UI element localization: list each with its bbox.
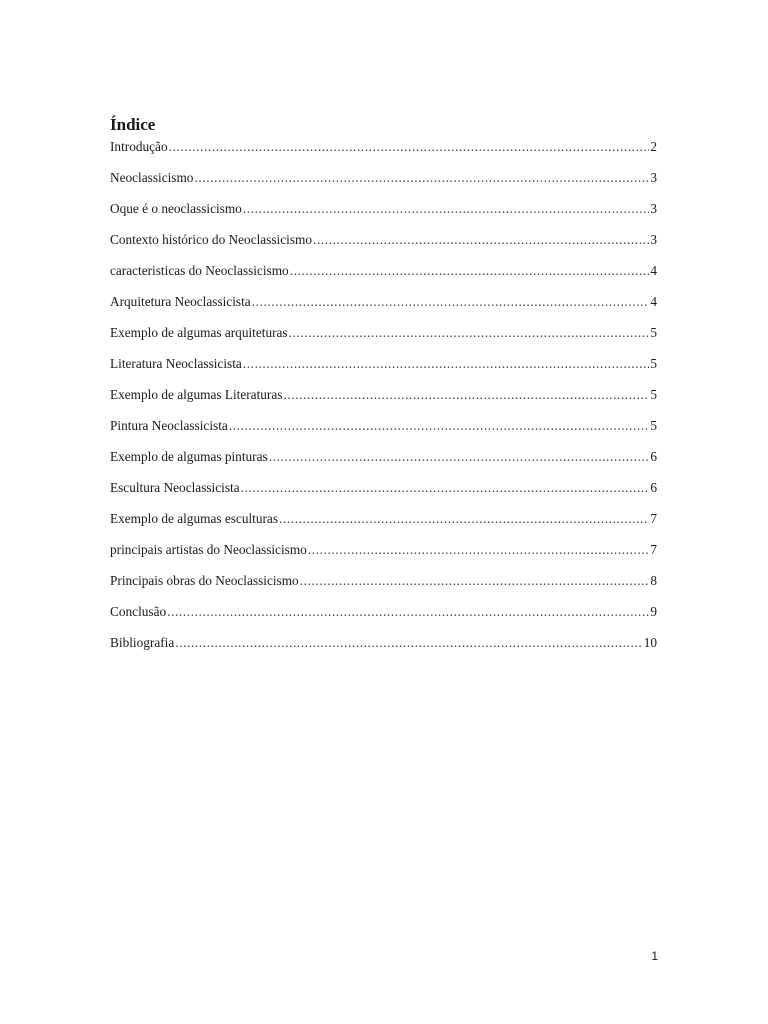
toc-entry-label: principais artistas do Neoclassicismo bbox=[110, 542, 307, 557]
toc-entry-page: 5 bbox=[650, 418, 657, 433]
toc-entry-label: Exemplo de algumas pinturas bbox=[110, 449, 268, 464]
toc-title: Índice bbox=[110, 115, 156, 134]
toc-entry-page: 3 bbox=[650, 170, 657, 185]
toc-entry[interactable] bbox=[110, 416, 657, 447]
toc-entry[interactable] bbox=[110, 292, 657, 323]
toc-entry-label: Contexto histórico do Neoclassicismo bbox=[110, 232, 313, 247]
toc-entry-page: 2 bbox=[650, 139, 657, 154]
toc-entry[interactable] bbox=[110, 447, 657, 478]
toc-entry-label: Conclusão bbox=[110, 604, 167, 619]
toc-entry-page: 10 bbox=[643, 635, 657, 650]
toc-entry-label: Introdução bbox=[110, 139, 168, 154]
dot-leader bbox=[290, 261, 650, 281]
toc-entry-label: Bibliografia bbox=[110, 635, 175, 650]
toc-entry-label: Escultura Neoclassicista bbox=[110, 480, 240, 495]
dot-leader bbox=[283, 385, 649, 405]
dot-leader bbox=[243, 354, 650, 374]
dot-leader bbox=[169, 137, 650, 157]
toc-entry-label: Exemplo de algumas arquiteturas bbox=[110, 325, 288, 340]
toc-entry[interactable] bbox=[110, 602, 657, 633]
toc-entry-label: Neoclassicismo bbox=[110, 170, 194, 185]
toc-entry-page: 4 bbox=[650, 294, 657, 309]
dot-leader bbox=[308, 540, 650, 560]
toc-entry-label: Exemplo de algumas esculturas bbox=[110, 511, 279, 526]
toc-entry[interactable] bbox=[110, 571, 657, 602]
toc-entry-label: Literatura Neoclassicista bbox=[110, 356, 242, 371]
dot-leader bbox=[289, 323, 650, 343]
dot-leader bbox=[269, 447, 650, 467]
toc-entry[interactable] bbox=[110, 261, 657, 292]
toc-entry-page: 7 bbox=[650, 542, 657, 557]
dot-leader bbox=[243, 199, 650, 219]
toc-entry[interactable] bbox=[110, 478, 657, 509]
toc-entry-label: Pintura Neoclassicista bbox=[110, 418, 228, 433]
toc-entry[interactable] bbox=[110, 137, 657, 168]
toc-entry-label: Exemplo de algumas Literaturas bbox=[110, 387, 283, 402]
toc-entry-page: 6 bbox=[650, 449, 657, 464]
dot-leader bbox=[279, 509, 649, 529]
toc-entry-page: 3 bbox=[650, 232, 657, 247]
toc-list bbox=[110, 137, 657, 664]
toc-entry[interactable] bbox=[110, 385, 657, 416]
toc-entry[interactable] bbox=[110, 168, 657, 199]
dot-leader bbox=[175, 633, 642, 653]
dot-leader bbox=[167, 602, 649, 622]
dot-leader bbox=[252, 292, 650, 312]
toc-entry-label: Principais obras do Neoclassicismo bbox=[110, 573, 299, 588]
toc-entry-page: 5 bbox=[650, 387, 657, 402]
toc-entry-page: 3 bbox=[650, 201, 657, 216]
toc-entry-page: 5 bbox=[650, 356, 657, 371]
toc-entry-page: 5 bbox=[650, 325, 657, 340]
page-number: 1 bbox=[651, 949, 658, 963]
toc-entry-page: 9 bbox=[650, 604, 657, 619]
toc-entry[interactable] bbox=[110, 323, 657, 354]
dot-leader bbox=[229, 416, 650, 436]
dot-leader bbox=[194, 168, 649, 188]
toc-entry[interactable] bbox=[110, 199, 657, 230]
dot-leader bbox=[313, 230, 649, 250]
dot-leader bbox=[300, 571, 650, 591]
toc-entry-label: Arquitetura Neoclassicista bbox=[110, 294, 251, 309]
toc-entry[interactable] bbox=[110, 509, 657, 540]
dot-leader bbox=[241, 478, 650, 498]
toc-entry-label: caracteristicas do Neoclassicismo bbox=[110, 263, 289, 278]
toc-entry-page: 7 bbox=[650, 511, 657, 526]
toc-entry-page: 6 bbox=[650, 480, 657, 495]
toc-entry[interactable] bbox=[110, 354, 657, 385]
toc-entry[interactable] bbox=[110, 230, 657, 261]
toc-entry[interactable] bbox=[110, 633, 657, 664]
toc-entry[interactable] bbox=[110, 540, 657, 571]
toc-entry-label: Oque é o neoclassicismo bbox=[110, 201, 242, 216]
toc-entry-page: 4 bbox=[650, 263, 657, 278]
toc-entry-page: 8 bbox=[650, 573, 657, 588]
